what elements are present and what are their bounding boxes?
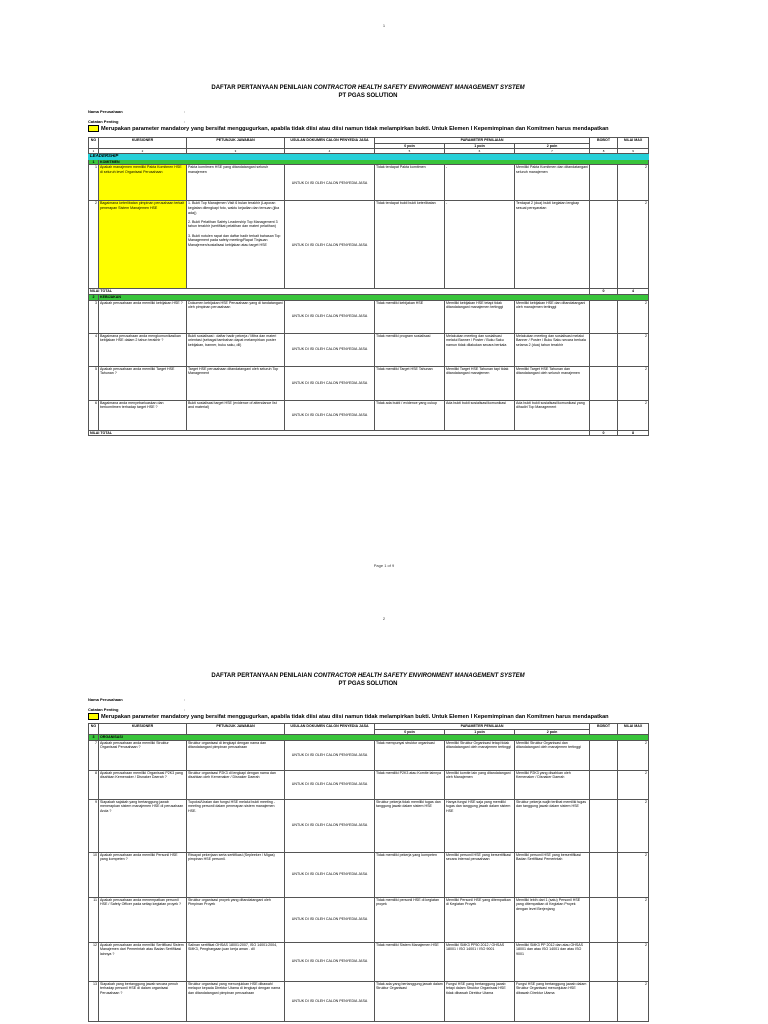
column-number-row: 1 2 3 4 5 6 7 8 9 — [89, 149, 649, 154]
yellow-legend-box — [88, 713, 99, 720]
section-leadership: LEADERSHIP — [89, 154, 649, 160]
table-row: 3 Apakah perusahaan anda memiliki kebijakan HSE ? Dokumen kebijakan HSE Perusahaan yang di tandatangani oleh pimpinan perusahaan UNTUK DI ISI OLEH CALON PENYEDIA JASA Tidak memiliki kebijakan HSE Memiliki kebijakan HSE tetapi tidak ditandatangani manajemen tertinggi Memiliki kebijakan HSE dan ditandatangani oleh manajemen tertinggi 2 — [89, 300, 649, 333]
mandatory-note: Merupakan parameter mandatory yang bersifat menggugurkan, apabila tidak diisi atau diisi namun tidak melampirkan bukti. Untuk Elemen I Kepemimpinan dan Komitmen harus mendapatkan — [88, 713, 648, 722]
assessment-table-page-2: NO KUESIONER PETUNJUK JAWABAN USULAN DOKUMEN CALON PENYEDIA JASA PARAMETER PENILAIAN BOBOT NILAI MAX 0 poin 1 poin 2 poin 3 ORGANISASI 7 Apakah perusahaan anda memiliki Struktur Organisasi Perusahaan ? Struktur organisasi di lengkapi dengan nama dan ditandatangani pimpinan perusahaan UNTUK DI ISI OLEH CALON PENYEDIA JASA Tidak mempunyai struktur organisasi Memiliki Struktur Organisasi tetapi tidak ditandatangani oleh manajemen tertinggi Memiliki Struktur Organisasi dan ditandatangani oleh manajemen tertinggi 2 8 Apakah perusahaan memiliki Organisasi P2K3 yang disahkan Kemenaker / Disnaker Daerah ? Struktur organisasi P2K3 di lengkapi dengan nama dan disahkan oleh Kemenaker / Disnaker Daerah UNTUK DI ISI OLEH CALON PENYEDIA JASA Tidak memiliki P2K3 atau Komite lainnya Memiliki komite lain yang ditandatangani oleh Manajemen Memiliki P2K3 yang disahkan oleh Kemenaker / Disnaker Daerah 2 9 Siapakah sajakah yang bertanggung jawab menerapkan sistem manajemen HSE di perusahaan Anda ? Tupoksi/Uraian dan fungsi HSE melalui bukti meeting - meeting personil dalam penerapan sistem manajemen HSE. UNTUK DI ISI OLEH CALON PENYEDIA JASA Struktur pekerja tidak memiliki tugas dan tanggung jawab dalam sistem HSE Hanya fungsi HSE saja yang memiliki tugas dan tanggung jawab dalam sistem HSE Struktur pekerja wajib terlibat memiliki tugas dan tanggung jawab dalam sistem HSE 2 10 Apakah perusahaan anda memiliki Personil HSE yang kompeten ? Riwayat pekerjaan serta sertifikasi (Sepleeker / Migas) pimpinan HSE personil. UNTUK DI ISI OLEH CALON PENYEDIA JASA Tidak memiliki pekerja yang kompeten Memiliki personil HSE yang bersertifikasi secara internal perusahaan Memiliki personil HSE yang bersertifikasi Badan Sertifikasi Pemerintah 2 11 Apakah perusahaan anda menempatkan personil HSE / Safety Officer pada setiap kegiatan proyek ? Struktur organisasi proyek yang ditandatangani oleh Pimpinan Proyek UNTUK DI ISI OLEH CALON PENYEDIA JASA Tidak memiliki personil HSE di kegiatan proyek Memiliki Personil HSE yang ditempatkan di Kegiatan Proyek Memiliki lebih dari 1 (satu) Personil HSE yang ditempatkan di Kegiatan Proyek dengan level Berjenjang 2 12 Apakah perusahaan anda memiliki Sertifikasi Sistem Manajemen dari Pemerintah atau Badan Sertifikasi lainnya ? Salinan sertifikat OHSAS 18001:2007, ISO 14001:2004, SMK3, Penghargaan juan kerja aman . dll UNTUK DI ISI OLEH CALON PENYEDIA JASA Tidak memiliki Sistem Manajemen HSE Memiliki SMK3 PP50 2012 / OHSAS 18001 / ISO 14001 / ISO 9001 Memiliki SMK3 PP 2012 dan atau OHSAS 18001 dan atau ISO 14001 dan atau ISO 9001 2 13 Siapakah yang bertanggung jawab secara penuh terhadap personil HSE di dalam organisasi Perusahaan ? Struktur organisasi yang menunjukkan HSE dibawah/ melapor kepada Direktur Utama di lengkapi dengan nama dan ditandatangani pimpinan perusahaan UNTUK DI ISI OLEH CALON PENYEDIA JASA Tidak ada yang bertanggung jawab dalam Struktur Organisasi Fungsi HSE yang bertanggung jawab tetapi dalam Struktur Organisasi HSE tidak dibawah Direktur Utama Fungsi HSE yang bertanggung jawab dalam Struktur Organisasi menunjukan HSE dibawah Direktur Utama 2 — [88, 723, 649, 1022]
total-row-kebijakan: NILAI TOTAL 0 8 — [89, 430, 649, 436]
col-header-bobot: BOBOT — [590, 138, 618, 149]
col-header-petunjuk: PETUNJUK JAWABAN — [187, 138, 285, 149]
document-title: DAFTAR PERTANYAAN PENILAIAN CONTRACTOR HEALTH SAFETY ENVIRONMENT MANAGEMENT SYSTEM — [211, 85, 525, 91]
subsection-organisasi: 3 ORGANISASI — [89, 735, 649, 741]
page-footer: Page 1 of 9 — [373, 563, 395, 568]
table-row: 11 Apakah perusahaan anda menempatkan personil HSE / Safety Officer pada setiap kegiatan proyek ? Struktur organisasi proyek yang ditandatangani oleh Pimpinan Proyek UNTUK DI ISI OLEH CALON PENYEDIA JASA Tidak memiliki personil HSE di kegiatan proyek Memiliki Personil HSE yang ditempatkan di Kegiatan Proyek Memiliki lebih dari 1 (satu) Personil HSE yang ditempatkan di Kegiatan Proyek dengan level Berjenjang 2 — [89, 897, 649, 942]
table-row: 2 Bagaimana keterlibatan pimpinan perusahaan terkait penerapan Sistem Manajemen HSE 1. Bukti Top Manajemen Visit 6 bulan terakhir (Laporan kegiatan dilengkapi foto, waktu kejadian dan temuan (jika ada)) 2. Bukti Pelatihan Safety Leadership Top Management 3 tahun terakhir (sertifikat pelatihan dan materi pelatihan) 3. Bukti notulen rapat dan daftar hadir terkait bahasan Top Management pada safety meeting/Rapat Tinjauan Manajemen/sosialisasi kebijakan atau target HSE UNTUK DI ISI OLEH CALON PENYEDIA JASA Tidak terdapat bukti bukti keterlibatan - Terdapat 2 (dua) bukti kegiatan lengkap sesuai persyaratan 2 — [89, 201, 649, 289]
col-header-1-poin: 1 poin — [445, 143, 515, 149]
col-header-usulan: USULAN DOKUMEN CALON PENYEDIA JASA — [285, 138, 375, 149]
document-page-1 — [88, 84, 648, 436]
table-row: 8 Apakah perusahaan memiliki Organisasi P2K3 yang disahkan Kemenaker / Disnaker Daerah ? Struktur organisasi P2K3 di lengkapi dengan nama dan disahkan oleh Kemenaker / Disnaker Daerah UNTUK DI ISI OLEH CALON PENYEDIA JASA Tidak memiliki P2K3 atau Komite lainnya Memiliki komite lain yang ditandatangani oleh Manajemen Memiliki P2K3 yang disahkan oleh Kemenaker / Disnaker Daerah 2 — [89, 770, 649, 799]
subsection-kebijakan: 2 KEBIJAKAN — [89, 294, 649, 300]
table-row: 13 Siapakah yang bertanggung jawab secara penuh terhadap personil HSE di dalam organisasi Perusahaan ? Struktur organisasi yang menunjukkan HSE dibawah/ melapor kepada Direktur Utama di lengkapi dengan nama dan ditandatangani pimpinan perusahaan UNTUK DI ISI OLEH CALON PENYEDIA JASA Tidak ada yang bertanggung jawab dalam Struktur Organisasi Fungsi HSE yang bertanggung jawab tetapi dalam Struktur Organisasi HSE tidak dibawah Direktur Utama Fungsi HSE yang bertanggung jawab dalam Struktur Organisasi menunjukan HSE dibawah Direktur Utama 2 — [89, 981, 649, 1021]
col-header-nilai-max: NILAI MAX — [618, 138, 649, 149]
table-row: 5 Apakah perusahaan anda memiliki Target HSE Tahunan ? Target HSE perusahaan ditandatangani oleh seluruh Top Management UNTUK DI ISI OLEH CALON PENYEDIA JASA Tidak memiliki Target HSE Tahunan Memiliki Target HSE Tahunan tapi tidak ditandatangani manajemen Memiliki Target HSE Tahunan dan ditandatangani oleh seluruh manajemen 2 — [89, 366, 649, 400]
important-note-row: Catatan Penting : — [88, 707, 186, 712]
mandatory-note: Merupakan parameter mandatory yang bersifat menggugurkan, apabila tidak diisi atau diisi namun tidak melampirkan bukti. Untuk Elemen I Kepemimpinan dan Komitmen harus mendapatkan — [88, 125, 648, 134]
document-subtitle: PT PGAS SOLUTION — [338, 681, 398, 687]
table-row: 12 Apakah perusahaan anda memiliki Sertifikasi Sistem Manajemen dari Pemerintah atau Badan Sertifikasi lainnya ? Salinan sertifikat OHSAS 18001:2007, ISO 14001:2004, SMK3, Penghargaan juan kerja aman . dll UNTUK DI ISI OLEH CALON PENYEDIA JASA Tidak memiliki Sistem Manajemen HSE Memiliki SMK3 PP50 2012 / OHSAS 18001 / ISO 14001 / ISO 9001 Memiliki SMK3 PP 2012 dan atau OHSAS 18001 dan atau ISO 14001 dan atau ISO 9001 2 — [89, 942, 649, 981]
document-subtitle: PT PGAS SOLUTION — [338, 93, 398, 99]
table-row: 9 Siapakah sajakah yang bertanggung jawab menerapkan sistem manajemen HSE di perusahaan Anda ? Tupoksi/Uraian dan fungsi HSE melalui bukti meeting - meeting personil dalam penerapan sistem manajemen HSE. UNTUK DI ISI OLEH CALON PENYEDIA JASA Struktur pekerja tidak memiliki tugas dan tanggung jawab dalam sistem HSE Hanya fungsi HSE saja yang memiliki tugas dan tanggung jawab dalam sistem HSE Struktur pekerja wajib terlibat memiliki tugas dan tanggung jawab dalam sistem HSE 2 — [89, 799, 649, 852]
col-header-kuesioner: KUESIONER — [99, 138, 187, 149]
page-top-number: 2 — [382, 616, 386, 621]
document-title: DAFTAR PERTANYAAN PENILAIAN CONTRACTOR HEALTH SAFETY ENVIRONMENT MANAGEMENT SYSTEM — [211, 673, 525, 679]
total-row-komitmen: NILAI TOTAL 0 4 — [89, 289, 649, 295]
document-page-2 — [88, 672, 648, 1022]
subsection-komitmen: 1 KOMITMEN — [89, 159, 649, 165]
company-name-row: Nama Perusahaan : — [88, 697, 186, 702]
yellow-legend-box — [88, 125, 99, 132]
col-header-parameter: PARAMETER PENILAIAN — [375, 138, 590, 144]
col-header-no: NO — [89, 138, 99, 149]
table-row: 1 Apakah manajemen memiliki Pakta Komitmen HSE di seluruh level Organisasi Perusahaan Pakta komitmen HSE yang ditandatangani seluruh manajemen UNTUK DI ISI OLEH CALON PENYEDIA JASA Tidak terdapat Pakta komitmen - Memiliki Pakta Komitmen dan ditandatangani seluruh manajemen 2 — [89, 165, 649, 201]
table-row: 4 Bagaimana perusahaan anda mengkomunikasikan kebijakan HSE dalam 2 tahun terakhir ? Bukti sosialisasi : daftar hadir pekerja / Mitra dan materi orientasi (sebagai tambahan dapat melampirkan poster kebijakan, banner, buku saku, dll) UNTUK DI ISI OLEH CALON PENYEDIA JASA Tidak memiliki program sosialisasi Melakukan meeting dan sosialisasi melalui Banner / Poster / Buku Saku namun tidak dilakukan secara berkala Melakukan meeting dan sosialisasi melalui Banner / Poster / Buku Saku secara berkala selama 2 (dua) tahun terakhir 2 — [89, 333, 649, 366]
table-row: 10 Apakah perusahaan anda memiliki Personil HSE yang kompeten ? Riwayat pekerjaan serta sertifikasi (Sepleeker / Migas) pimpinan HSE personil. UNTUK DI ISI OLEH CALON PENYEDIA JASA Tidak memiliki pekerja yang kompeten Memiliki personil HSE yang bersertifikasi secara internal perusahaan Memiliki personil HSE yang bersertifikasi Badan Sertifikasi Pemerintah 2 — [89, 852, 649, 897]
table-row: 6 Bagaimana anda menyebarluaskan dan berkomitmen terhadap target HSE ? Bukti sosialisasi target HSE (evidence of attendance list and material) UNTUK DI ISI OLEH CALON PENYEDIA JASA Tidak ada bukti / evidence yang cukup Ada bukti bukti sosialisasi/komunikasi Ada bukti bukti sosialisasi/komunikasi yang dihadiri Top Management 2 — [89, 400, 649, 430]
page-top-number: 1 — [382, 23, 386, 28]
col-header-2-poin: 2 poin — [515, 143, 590, 149]
assessment-table-page-1 — [88, 137, 649, 436]
table-row: 7 Apakah perusahaan anda memiliki Struktur Organisasi Perusahaan ? Struktur organisasi di lengkapi dengan nama dan ditandatangani pimpinan perusahaan UNTUK DI ISI OLEH CALON PENYEDIA JASA Tidak mempunyai struktur organisasi Memiliki Struktur Organisasi tetapi tidak ditandatangani oleh manajemen tertinggi Memiliki Struktur Organisasi dan ditandatangani oleh manajemen tertinggi 2 — [89, 740, 649, 770]
col-header-0-poin: 0 poin — [375, 143, 445, 149]
company-name-row: Nama Perusahaan : — [88, 109, 186, 114]
important-note-row: Catatan Penting : — [88, 119, 186, 124]
